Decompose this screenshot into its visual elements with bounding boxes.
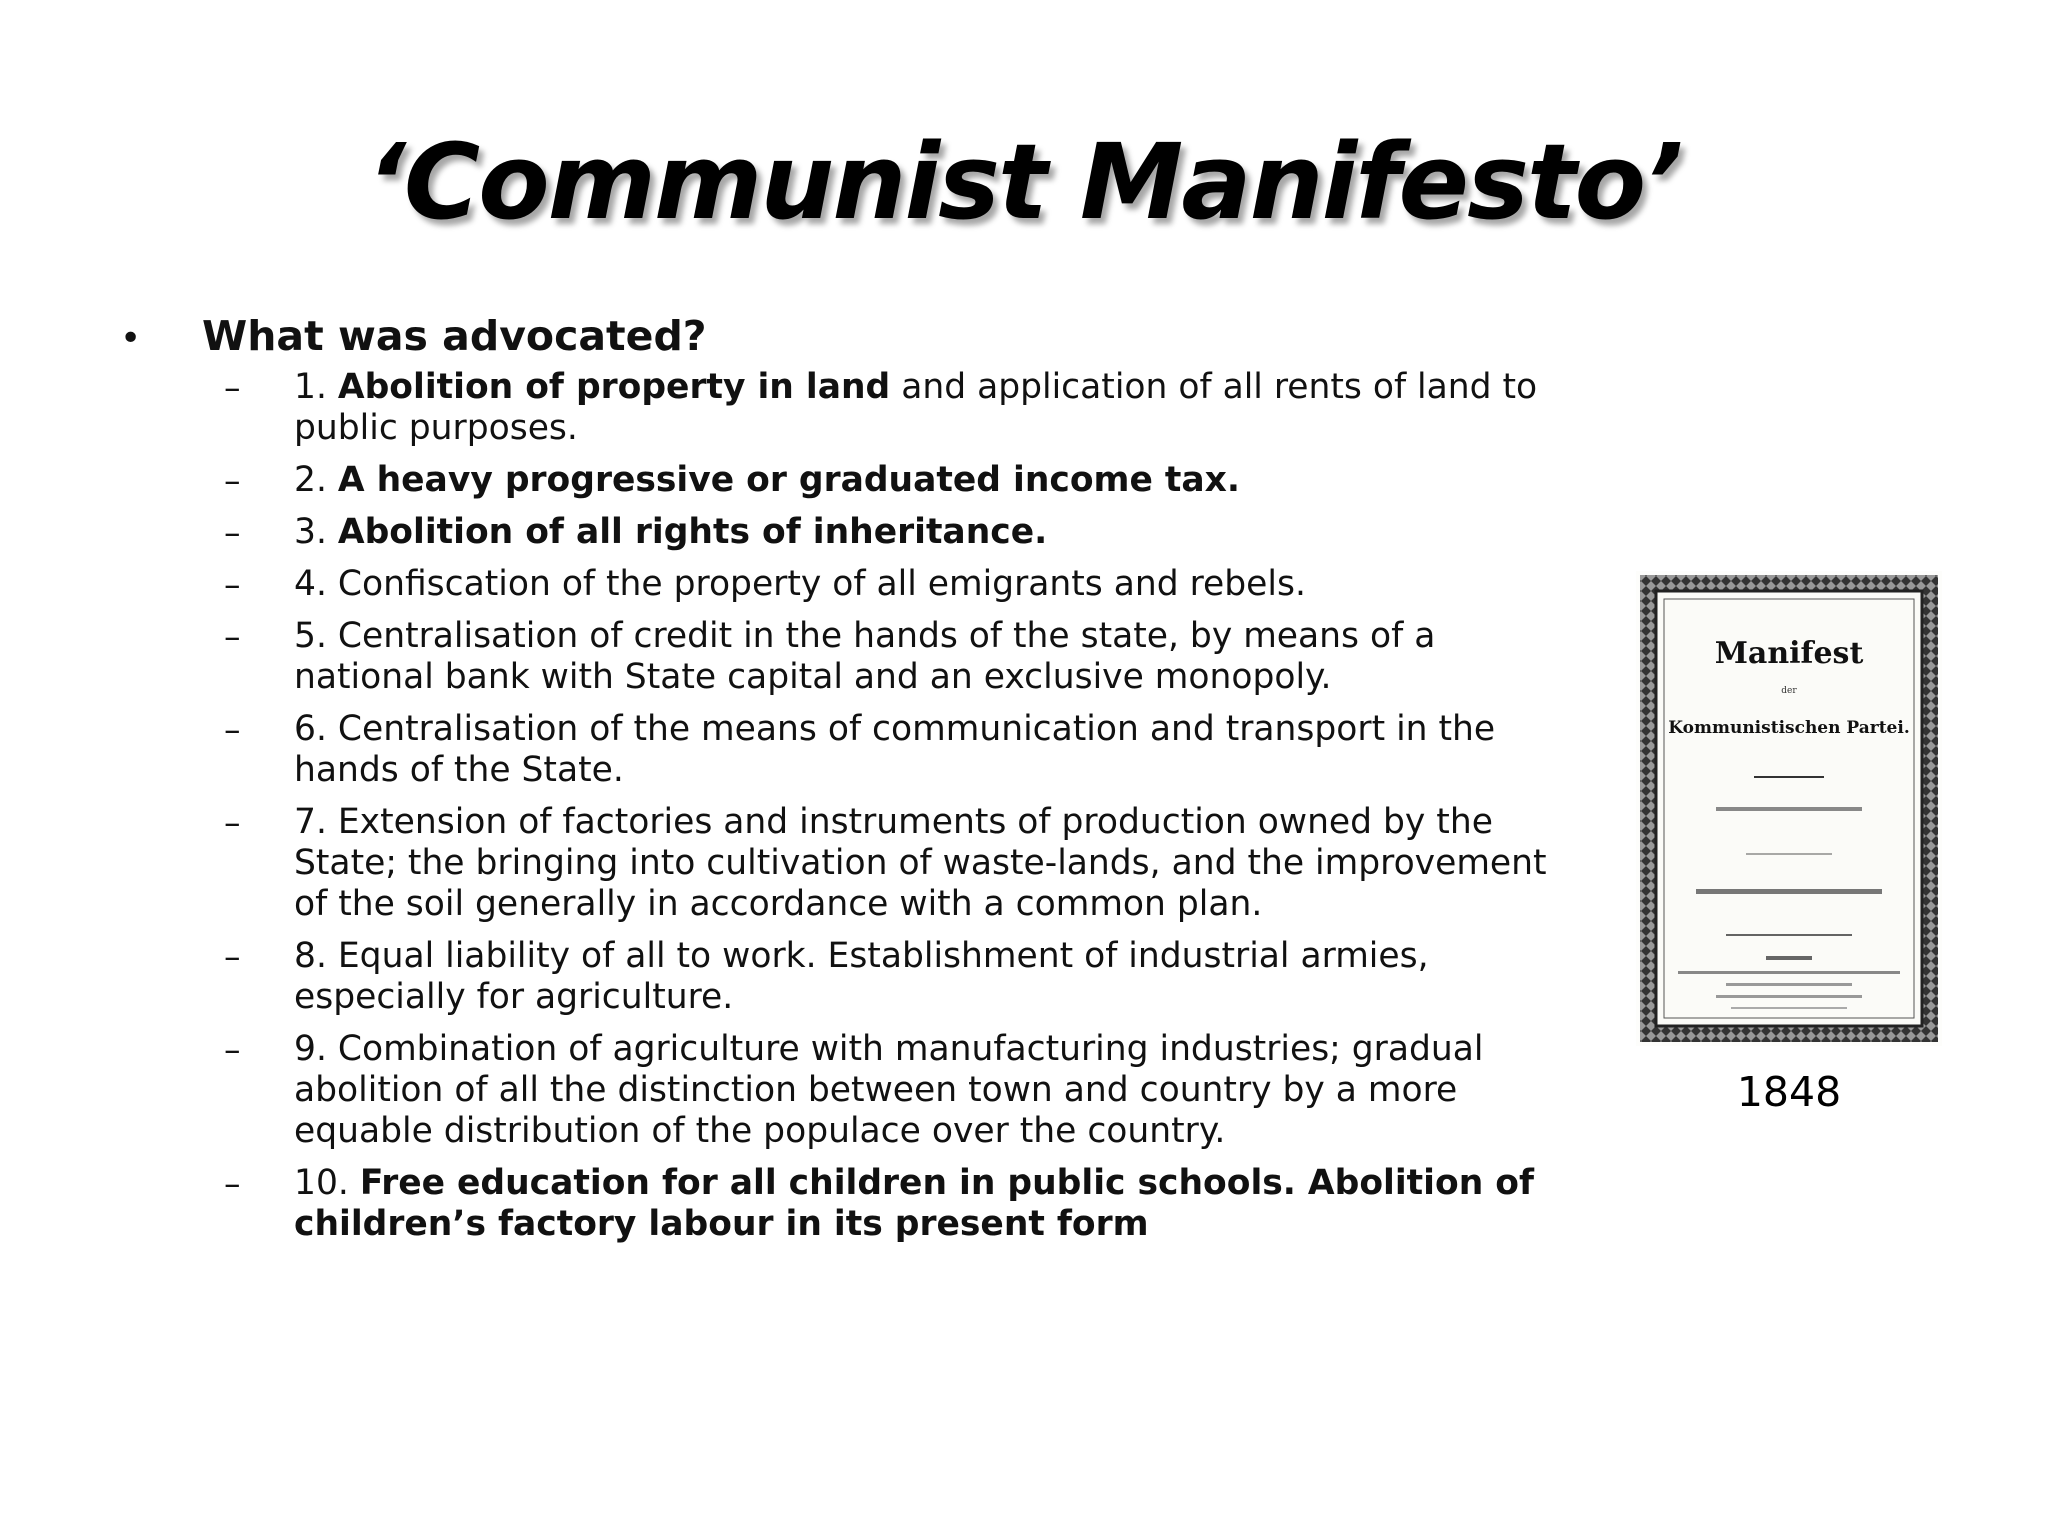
plain-text: 7. Extension of factories and instruments of production owned by the State; the bringing into cultivation of waste-lands, and the improvement of the soil generally in accordance with a common plan. bbox=[294, 802, 1547, 925]
list-item bbox=[120, 1163, 1560, 1245]
bold-text: Abolition of all rights of inheritance. bbox=[337, 512, 1048, 553]
manifesto-cover-image bbox=[1636, 571, 1942, 1046]
list-item bbox=[120, 709, 1560, 791]
cover-subtitle-text: Kommunistischen Partei. bbox=[1668, 718, 1910, 738]
list-item bbox=[120, 564, 1560, 605]
bullet-list bbox=[120, 312, 1560, 1256]
dash-icon: – bbox=[224, 617, 241, 657]
dash-icon: – bbox=[224, 803, 241, 843]
plain-text: 3. bbox=[294, 512, 338, 553]
list-item-text bbox=[294, 1163, 1554, 1245]
list-item-text bbox=[294, 512, 1554, 553]
plain-text: 6. Centralisation of the means of communication and transport in the hands of the State. bbox=[294, 709, 1496, 791]
image-caption: 1848 bbox=[1736, 1068, 1842, 1116]
dash-icon: – bbox=[224, 710, 241, 750]
list-item-text bbox=[294, 802, 1554, 925]
plain-text: 9. Combination of agriculture with manufacturing industries; gradual abolition of all the distinction between town and country by a more equable distribution of the populace over the country. bbox=[294, 1029, 1484, 1152]
dash-icon: – bbox=[224, 368, 241, 408]
plain-text: 10. bbox=[294, 1163, 360, 1204]
cover-title-text: Manifest bbox=[1714, 636, 1864, 671]
cover-der-text: der bbox=[1781, 686, 1797, 696]
list-item bbox=[120, 936, 1560, 1018]
bold-text: Free education for all children in public schools. Abolition of children’s factory labour in its present form bbox=[294, 1163, 1534, 1245]
list-item-text bbox=[294, 1029, 1554, 1152]
dash-icon: – bbox=[224, 461, 241, 501]
list-item bbox=[120, 512, 1560, 553]
bullet-dot-icon: • bbox=[120, 318, 142, 359]
bold-text: A heavy progressive or graduated income tax. bbox=[337, 460, 1241, 501]
dash-icon: – bbox=[224, 1030, 241, 1070]
manifesto-cover-svg bbox=[1636, 571, 1942, 1046]
list-item-text bbox=[294, 936, 1554, 1018]
dash-icon: – bbox=[224, 937, 241, 977]
list-item bbox=[120, 1029, 1560, 1152]
list-item bbox=[120, 802, 1560, 925]
dash-icon: – bbox=[224, 1164, 241, 1204]
plain-text: 8. Equal liability of all to work. Establishment of industrial armies, especially for agriculture. bbox=[294, 936, 1429, 1018]
list-item bbox=[120, 460, 1560, 501]
slide-title: ‘Communist Manifesto’ bbox=[366, 121, 1682, 243]
bullet-heading bbox=[120, 312, 1560, 361]
bullet-heading-text: What was advocated? bbox=[202, 312, 707, 360]
bold-text: Abolition of property in land bbox=[337, 367, 891, 408]
list-item-text bbox=[294, 709, 1554, 791]
list-item-text bbox=[294, 367, 1554, 449]
plain-text: 2. bbox=[294, 460, 338, 501]
sub-list bbox=[120, 367, 1560, 1245]
dash-icon: – bbox=[224, 513, 241, 553]
list-item bbox=[120, 616, 1560, 698]
list-item bbox=[120, 367, 1560, 449]
dash-icon: – bbox=[224, 565, 241, 605]
list-item-text bbox=[294, 564, 1554, 605]
plain-text: 5. Centralisation of credit in the hands of the state, by means of a national bank with State capital and an exclusive monopoly. bbox=[294, 616, 1436, 698]
list-item-text bbox=[294, 616, 1554, 698]
plain-text: and application of all rents of land to public purposes. bbox=[294, 367, 1538, 449]
plain-text: 1. bbox=[294, 367, 338, 408]
plain-text: 4. Confiscation of the property of all emigrants and rebels. bbox=[294, 564, 1306, 605]
list-item-text bbox=[294, 460, 1554, 501]
